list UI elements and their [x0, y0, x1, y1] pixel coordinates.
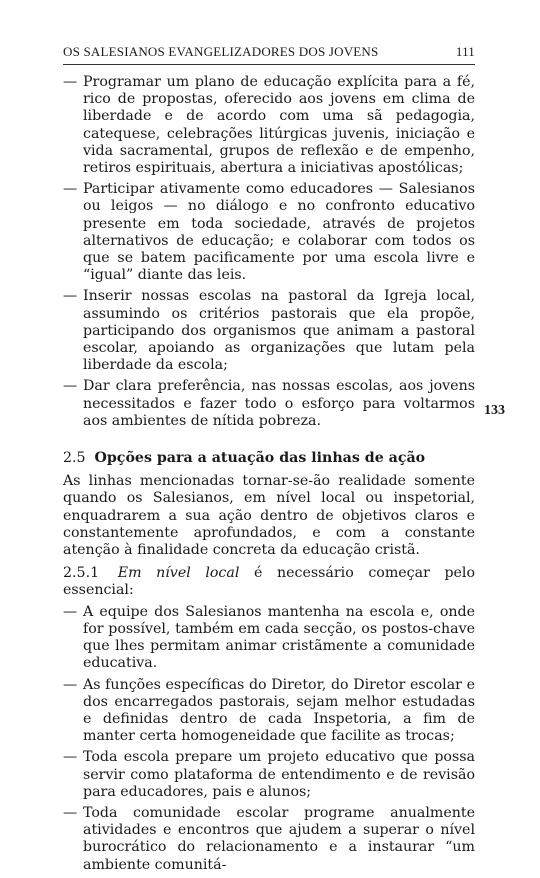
list-item	[63, 604, 475, 673]
list-dash: —	[63, 181, 78, 198]
subsection-italic: Em nível local	[117, 565, 240, 582]
list-item	[63, 749, 475, 801]
list-item-text: Inserir nossas escolas na pastoral da Igreja local, assumindo os critérios pastorais que ela propõe, participando dos organismos que animam a pastoral escolar, apoiando as organizações que lutam pela liberdade da escola;	[83, 288, 475, 374]
section-title: Opções para a atuação das linhas de ação	[94, 450, 426, 467]
subsection-number: 2.5.1	[63, 565, 100, 582]
list-item	[63, 288, 475, 374]
running-head-title: OS SALESIANOS EVANGELIZADORES DOS JOVENS	[63, 44, 379, 59]
section-paragraph: As linhas mencionadas tornar-se-ão realidade somente quando os Salesianos, em nível local ou inspetorial, enquadrarem a sua ação dentro de objetivos claros e constantemente aprofundados, e com a constante atenção à finalidade concreta da educação cristã.	[63, 473, 475, 559]
list-dash: —	[63, 804, 78, 821]
list-item	[63, 378, 475, 430]
list-dash: —	[63, 74, 78, 90]
list-item-text: Programar um plano de educação explícita para a fé, rico de propostas, oferecido aos jovens em clima de liberdade e de acordo com uma sã pedagogia, catequese, celebrações litúrgicas juvenis, iniciação e vida sacramental, grupos de reflexão e de empenho, retiros espirituais, abertura a iniciativas apostólicas;	[83, 74, 475, 177]
list-dash: —	[63, 676, 78, 693]
list-item-text: Toda escola prepare um projeto educativo que possa servir como plataforma de entendimento e de revisão para educadores, pais e alunos;	[83, 749, 475, 800]
list-item-text: Participar ativamente como educadores — Salesianos ou leigos — no diálogo e no confronto educativo presente em toda sociedade, através de projetos alternativos de educação; e colaborar com todos os que se batem pacificamente por uma escola livre e “igual” diante das leis.	[83, 181, 475, 284]
list-item	[63, 677, 475, 746]
list-item	[63, 74, 475, 177]
margin-paragraph-number: 133	[484, 403, 505, 418]
page-content	[63, 74, 475, 878]
list-item	[63, 805, 475, 874]
section-number: 2.5	[63, 450, 86, 467]
page-number: 111	[455, 44, 475, 59]
running-head	[63, 44, 475, 62]
header-rule	[63, 64, 475, 65]
list-dash: —	[63, 288, 78, 305]
list-dash: —	[63, 378, 78, 395]
subsection-text: é necessário começar pelo essencial:	[63, 565, 476, 599]
list-dash: —	[63, 603, 78, 620]
list-item	[63, 181, 475, 284]
list-dash: —	[63, 749, 78, 766]
list-item-text: Dar clara preferência, nas nossas escolas, aos jovens necessitados e fazer todo o esforço para voltarmos aos ambientes de nítida pobreza.	[83, 378, 475, 429]
subsection-intro	[63, 565, 475, 599]
list-item-text: A equipe dos Salesianos mantenha na escola e, onde for possível, também em cada secção, os postos-chave que lhes permitam animar cristãmente a comunidade educativa.	[83, 603, 475, 672]
list-item-text: As funções específicas do Diretor, do Diretor escolar e dos encarregados pastorais, sejam melhor estudadas e definidas dentro de cada Inspetoria, a fim de manter certa homogeneidade que facilite as trocas;	[83, 676, 475, 745]
section-heading	[63, 450, 475, 467]
list-item-text: Toda comunidade escolar programe anualmente atividades e encontros que ajudem a superar o nível burocrático do relacionamento e a instaurar “um ambiente comunitá-	[83, 804, 475, 873]
